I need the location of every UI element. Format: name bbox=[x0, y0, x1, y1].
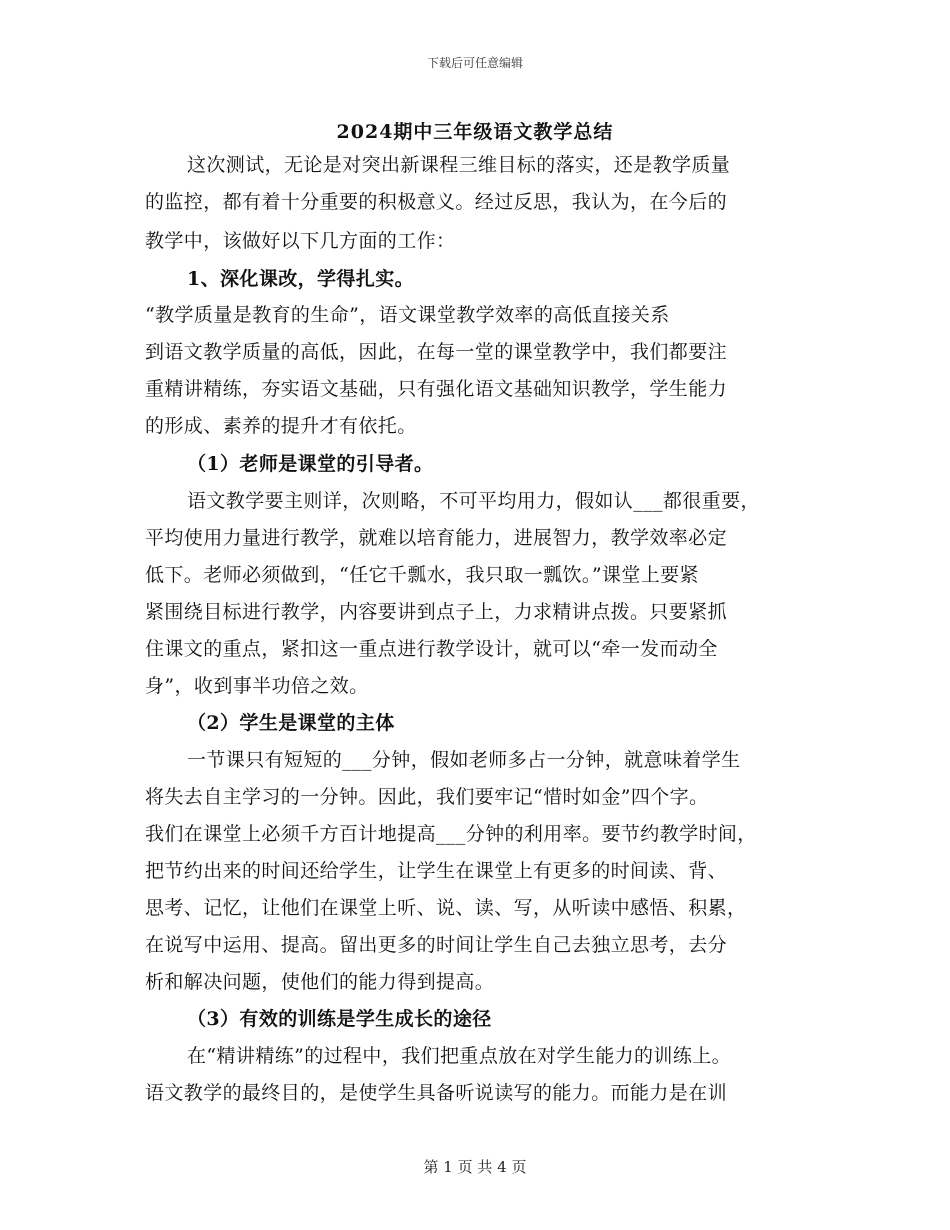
paragraph-line: 的形成、素养的提升才有依托。 bbox=[145, 415, 417, 437]
header-note: 下载后可任意编辑 bbox=[426, 56, 523, 70]
paragraph-line: 我们在课堂上必须千方百计地提高___分钟的利用率。要节约教学时间， bbox=[145, 823, 757, 845]
paragraph-line: “教学质量是教育的生命”，语文课堂教学效率的高低直接关系 bbox=[145, 304, 670, 326]
paragraph-line: 紧围绕目标进行教学，内容要讲到点子上，力求精讲点拨。只要紧抓 bbox=[145, 601, 728, 623]
paragraph-line: 住课文的重点，紧扣这一重点进行教学设计，就可以“牵一发而动全 bbox=[145, 638, 718, 660]
subsection-heading: （1）老师是课堂的引导者。 bbox=[187, 453, 434, 475]
paragraph-line: 教学中，该做好以下几方面的工作： bbox=[145, 230, 456, 252]
paragraph-line: 将失去自主学习的一分钟。因此，我们要牢记“惜时如金”四个字。 bbox=[145, 786, 709, 808]
paragraph-line: 到语文教学质量的高低，因此，在每一堂的课堂教学中，我们都要注 bbox=[145, 341, 728, 363]
section-heading: 1、深化课改，学得扎实。 bbox=[187, 268, 415, 290]
paragraph-line: 低下。老师必须做到，“任它千瓢水，我只取一瓢饮。”课堂上要紧 bbox=[145, 564, 699, 586]
paragraph-line: 在说写中运用、提高。留出更多的时间让学生自己去独立思考，去分 bbox=[145, 934, 728, 956]
paragraph-line: 一节课只有短短的___分钟，假如老师多占一分钟，就意味着学生 bbox=[187, 749, 741, 771]
paragraph-line: 析和解决问题，使他们的能力得到提高。 bbox=[145, 971, 495, 993]
subsection-heading: （2）学生是课堂的主体 bbox=[187, 712, 395, 734]
paragraph-line: 身”，收到事半功倍之效。 bbox=[145, 675, 369, 697]
paragraph-line: 语文教学要主则详，次则略，不可平均用力，假如认___都很重要， bbox=[187, 490, 760, 512]
paragraph-line: 思考、记忆，让他们在课堂上听、说、读、写，从听读中感悟、积累， bbox=[145, 897, 747, 919]
document-title: 2024期中三年级语文教学总结 bbox=[336, 121, 614, 143]
paragraph-line: 平均使用力量进行教学，就难以培育能力，进展智力，教学效率必定 bbox=[145, 527, 728, 549]
paragraph-line: 的监控，都有着十分重要的积极意义。经过反思，我认为，在今后的 bbox=[145, 191, 728, 213]
page-footer: 第 1 页 共 4 页 bbox=[423, 1158, 527, 1176]
paragraph-line: 语文教学的最终目的，是使学生具备听说读写的能力。而能力是在训 bbox=[145, 1082, 728, 1104]
paragraph-line: 在“精讲精练”的过程中，我们把重点放在对学生能力的训练上。 bbox=[187, 1045, 732, 1067]
paragraph-line: 这次测试，无论是对突出新课程三维目标的落实，还是教学质量 bbox=[187, 154, 731, 176]
paragraph-line: 把节约出来的时间还给学生，让学生在课堂上有更多的时间读、背、 bbox=[145, 860, 728, 882]
subsection-heading: （3）有效的训练是学生成长的途径 bbox=[187, 1008, 492, 1030]
paragraph-line: 重精讲精练，夯实语文基础，只有强化语文基础知识教学，学生能力 bbox=[145, 378, 728, 400]
